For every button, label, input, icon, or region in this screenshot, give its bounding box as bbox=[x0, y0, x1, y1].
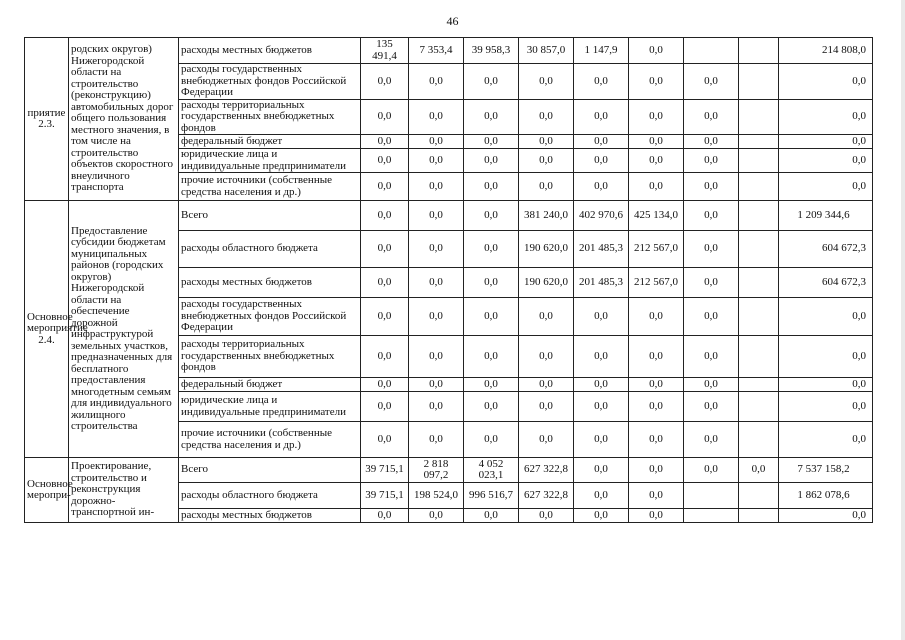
total-cell: 1 209 344,6 bbox=[779, 201, 873, 231]
value-cell: 425 134,0 bbox=[629, 201, 684, 231]
value-cell: 0,0 bbox=[464, 201, 519, 231]
value-cell: 0,0 bbox=[574, 509, 629, 523]
value-cell bbox=[739, 38, 779, 64]
value-cell: 0,0 bbox=[464, 135, 519, 149]
value-cell: 0,0 bbox=[629, 509, 684, 523]
value-cell: 0,0 bbox=[361, 201, 409, 231]
value-cell: 0,0 bbox=[684, 173, 739, 201]
table-row bbox=[25, 201, 873, 231]
value-cell: 0,0 bbox=[464, 422, 519, 458]
value-cell: 402 970,6 bbox=[574, 201, 629, 231]
value-cell: 0,0 bbox=[519, 64, 574, 100]
value-cell bbox=[739, 422, 779, 458]
value-cell: 0,0 bbox=[519, 509, 574, 523]
value-cell: 0,0 bbox=[464, 392, 519, 422]
value-cell: 0,0 bbox=[684, 392, 739, 422]
value-cell: 0,0 bbox=[574, 458, 629, 483]
funding-source-cell: юридические лица и индивидуальные предприниматели bbox=[179, 392, 361, 422]
value-cell: 0,0 bbox=[361, 231, 409, 268]
value-cell: 212 567,0 bbox=[629, 268, 684, 298]
value-cell: 0,0 bbox=[409, 149, 464, 173]
value-cell: 135 491,4 bbox=[361, 38, 409, 64]
value-cell: 0,0 bbox=[574, 149, 629, 173]
value-cell: 0,0 bbox=[629, 392, 684, 422]
description-cell: Проектирование, строительство и реконструкция дорожно-транспортной ин- bbox=[69, 458, 179, 523]
value-cell: 0,0 bbox=[629, 336, 684, 378]
measure-cell: Основное меропри- bbox=[25, 458, 69, 523]
funding-source-cell: прочие источники (собственные средства населения и др.) bbox=[179, 173, 361, 201]
value-cell: 0,0 bbox=[684, 201, 739, 231]
value-cell: 0,0 bbox=[519, 149, 574, 173]
value-cell: 0,0 bbox=[409, 392, 464, 422]
value-cell bbox=[739, 509, 779, 523]
value-cell bbox=[739, 298, 779, 336]
value-cell bbox=[684, 483, 739, 509]
value-cell: 0,0 bbox=[409, 422, 464, 458]
value-cell: 0,0 bbox=[519, 173, 574, 201]
funding-source-cell: федеральный бюджет bbox=[179, 378, 361, 392]
value-cell: 0,0 bbox=[684, 458, 739, 483]
table-row bbox=[25, 38, 873, 64]
total-cell: 7 537 158,2 bbox=[779, 458, 873, 483]
value-cell: 0,0 bbox=[464, 336, 519, 378]
funding-source-cell: расходы местных бюджетов bbox=[179, 509, 361, 523]
total-cell: 0,0 bbox=[779, 509, 873, 523]
value-cell: 212 567,0 bbox=[629, 231, 684, 268]
value-cell: 0,0 bbox=[409, 99, 464, 135]
value-cell: 0,0 bbox=[684, 64, 739, 100]
value-cell: 201 485,3 bbox=[574, 231, 629, 268]
value-cell: 0,0 bbox=[409, 378, 464, 392]
funding-source-cell: Всего bbox=[179, 458, 361, 483]
value-cell: 0,0 bbox=[684, 298, 739, 336]
value-cell: 0,0 bbox=[464, 268, 519, 298]
value-cell bbox=[739, 378, 779, 392]
value-cell: 0,0 bbox=[629, 149, 684, 173]
funding-source-cell: расходы местных бюджетов bbox=[179, 268, 361, 298]
value-cell: 0,0 bbox=[464, 64, 519, 100]
value-cell: 0,0 bbox=[361, 64, 409, 100]
value-cell: 0,0 bbox=[629, 298, 684, 336]
value-cell: 0,0 bbox=[361, 135, 409, 149]
value-cell: 0,0 bbox=[409, 336, 464, 378]
value-cell: 0,0 bbox=[629, 64, 684, 100]
value-cell: 190 620,0 bbox=[519, 231, 574, 268]
value-cell: 0,0 bbox=[574, 298, 629, 336]
value-cell: 201 485,3 bbox=[574, 268, 629, 298]
value-cell: 30 857,0 bbox=[519, 38, 574, 64]
value-cell bbox=[739, 149, 779, 173]
value-cell: 0,0 bbox=[464, 99, 519, 135]
value-cell: 1 147,9 bbox=[574, 38, 629, 64]
value-cell: 0,0 bbox=[361, 422, 409, 458]
value-cell: 0,0 bbox=[684, 422, 739, 458]
value-cell bbox=[739, 336, 779, 378]
value-cell bbox=[739, 99, 779, 135]
value-cell: 0,0 bbox=[629, 173, 684, 201]
value-cell: 0,0 bbox=[409, 509, 464, 523]
value-cell bbox=[739, 64, 779, 100]
value-cell: 0,0 bbox=[684, 99, 739, 135]
value-cell: 0,0 bbox=[574, 392, 629, 422]
total-cell: 0,0 bbox=[779, 378, 873, 392]
value-cell: 0,0 bbox=[629, 422, 684, 458]
description-cell: Предоставление субсидии бюджетам муниципальных районов (городских округов) Нижегородской области на обеспечение дорожной инфраструктурой земельных участков, предназначенных для бесплатного предоставления многодетным семьям для индивидуального жилищного строительства bbox=[69, 201, 179, 458]
value-cell: 0,0 bbox=[464, 378, 519, 392]
value-cell: 39 958,3 bbox=[464, 38, 519, 64]
value-cell: 0,0 bbox=[629, 99, 684, 135]
value-cell: 0,0 bbox=[361, 268, 409, 298]
value-cell: 39 715,1 bbox=[361, 483, 409, 509]
value-cell: 0,0 bbox=[684, 268, 739, 298]
value-cell: 0,0 bbox=[519, 392, 574, 422]
funding-source-cell: расходы местных бюджетов bbox=[179, 38, 361, 64]
value-cell: 381 240,0 bbox=[519, 201, 574, 231]
measure-cell: Основное мероприятие 2.4. bbox=[25, 201, 69, 458]
total-cell: 0,0 bbox=[779, 99, 873, 135]
value-cell: 0,0 bbox=[519, 99, 574, 135]
funding-source-cell: федеральный бюджет bbox=[179, 135, 361, 149]
value-cell: 39 715,1 bbox=[361, 458, 409, 483]
value-cell: 0,0 bbox=[464, 149, 519, 173]
total-cell: 0,0 bbox=[779, 64, 873, 100]
value-cell: 0,0 bbox=[629, 135, 684, 149]
funding-source-cell: прочие источники (собственные средства населения и др.) bbox=[179, 422, 361, 458]
value-cell bbox=[739, 201, 779, 231]
value-cell: 0,0 bbox=[361, 336, 409, 378]
value-cell: 0,0 bbox=[519, 378, 574, 392]
value-cell: 0,0 bbox=[629, 38, 684, 64]
value-cell: 0,0 bbox=[629, 483, 684, 509]
value-cell: 4 052 023,1 bbox=[464, 458, 519, 483]
funding-source-cell: расходы территориальных государственных внебюджетных фондов bbox=[179, 99, 361, 135]
value-cell: 0,0 bbox=[361, 173, 409, 201]
value-cell: 0,0 bbox=[464, 231, 519, 268]
value-cell: 0,0 bbox=[684, 336, 739, 378]
measure-cell: приятие 2.3. bbox=[25, 38, 69, 201]
total-cell: 0,0 bbox=[779, 149, 873, 173]
value-cell: 0,0 bbox=[361, 378, 409, 392]
value-cell: 0,0 bbox=[519, 298, 574, 336]
funding-source-cell: расходы областного бюджета bbox=[179, 483, 361, 509]
value-cell bbox=[684, 38, 739, 64]
funding-source-cell: расходы государственных внебюджетных фондов Российской Федерации bbox=[179, 64, 361, 100]
value-cell: 0,0 bbox=[361, 509, 409, 523]
value-cell bbox=[739, 483, 779, 509]
value-cell: 0,0 bbox=[361, 392, 409, 422]
value-cell: 0,0 bbox=[409, 135, 464, 149]
table-body bbox=[25, 38, 873, 523]
value-cell: 0,0 bbox=[464, 173, 519, 201]
value-cell: 0,0 bbox=[739, 458, 779, 483]
funding-source-cell: расходы областного бюджета bbox=[179, 231, 361, 268]
value-cell: 0,0 bbox=[409, 298, 464, 336]
value-cell: 0,0 bbox=[409, 64, 464, 100]
value-cell: 0,0 bbox=[574, 378, 629, 392]
scan-edge bbox=[901, 0, 905, 640]
value-cell: 0,0 bbox=[409, 173, 464, 201]
page-number: 46 bbox=[446, 14, 459, 28]
funding-source-cell: расходы территориальных государственных внебюджетных фондов bbox=[179, 336, 361, 378]
value-cell: 0,0 bbox=[684, 378, 739, 392]
value-cell bbox=[739, 231, 779, 268]
total-cell: 0,0 bbox=[779, 336, 873, 378]
value-cell: 0,0 bbox=[574, 173, 629, 201]
value-cell: 0,0 bbox=[574, 336, 629, 378]
value-cell: 0,0 bbox=[519, 336, 574, 378]
value-cell: 0,0 bbox=[574, 422, 629, 458]
value-cell: 627 322,8 bbox=[519, 458, 574, 483]
budget-table bbox=[24, 37, 873, 523]
value-cell bbox=[739, 392, 779, 422]
value-cell bbox=[739, 135, 779, 149]
value-cell: 0,0 bbox=[361, 149, 409, 173]
value-cell: 0,0 bbox=[629, 378, 684, 392]
total-cell: 0,0 bbox=[779, 422, 873, 458]
total-cell: 214 808,0 bbox=[779, 38, 873, 64]
value-cell: 0,0 bbox=[519, 135, 574, 149]
value-cell: 0,0 bbox=[574, 135, 629, 149]
total-cell: 604 672,3 bbox=[779, 231, 873, 268]
value-cell: 190 620,0 bbox=[519, 268, 574, 298]
funding-source-cell: расходы государственных внебюджетных фондов Российской Федерации bbox=[179, 298, 361, 336]
value-cell: 2 818 097,2 bbox=[409, 458, 464, 483]
value-cell: 0,0 bbox=[361, 298, 409, 336]
funding-source-cell: юридические лица и индивидуальные предприниматели bbox=[179, 149, 361, 173]
total-cell: 0,0 bbox=[779, 135, 873, 149]
value-cell: 0,0 bbox=[519, 422, 574, 458]
total-cell: 0,0 bbox=[779, 173, 873, 201]
total-cell: 1 862 078,6 bbox=[779, 483, 873, 509]
table-row bbox=[25, 458, 873, 483]
funding-source-cell: Всего bbox=[179, 201, 361, 231]
value-cell: 0,0 bbox=[361, 99, 409, 135]
value-cell: 0,0 bbox=[409, 268, 464, 298]
value-cell: 996 516,7 bbox=[464, 483, 519, 509]
value-cell: 0,0 bbox=[409, 231, 464, 268]
value-cell: 0,0 bbox=[684, 135, 739, 149]
value-cell bbox=[684, 509, 739, 523]
value-cell: 0,0 bbox=[409, 201, 464, 231]
total-cell: 604 672,3 bbox=[779, 268, 873, 298]
value-cell: 0,0 bbox=[574, 99, 629, 135]
value-cell: 0,0 bbox=[574, 64, 629, 100]
value-cell: 627 322,8 bbox=[519, 483, 574, 509]
value-cell: 0,0 bbox=[464, 298, 519, 336]
value-cell: 0,0 bbox=[684, 149, 739, 173]
value-cell: 0,0 bbox=[629, 458, 684, 483]
value-cell: 198 524,0 bbox=[409, 483, 464, 509]
total-cell: 0,0 bbox=[779, 298, 873, 336]
value-cell: 0,0 bbox=[574, 483, 629, 509]
value-cell: 0,0 bbox=[464, 509, 519, 523]
value-cell bbox=[739, 173, 779, 201]
total-cell: 0,0 bbox=[779, 392, 873, 422]
value-cell: 7 353,4 bbox=[409, 38, 464, 64]
value-cell: 0,0 bbox=[684, 231, 739, 268]
description-cell: родских округов) Нижегородской области на строительство (реконструкцию) автомобильных дорог общего пользования местного значения, в том числе на строительство объектов скоростного внеуличного транспорта bbox=[69, 38, 179, 201]
value-cell bbox=[739, 268, 779, 298]
